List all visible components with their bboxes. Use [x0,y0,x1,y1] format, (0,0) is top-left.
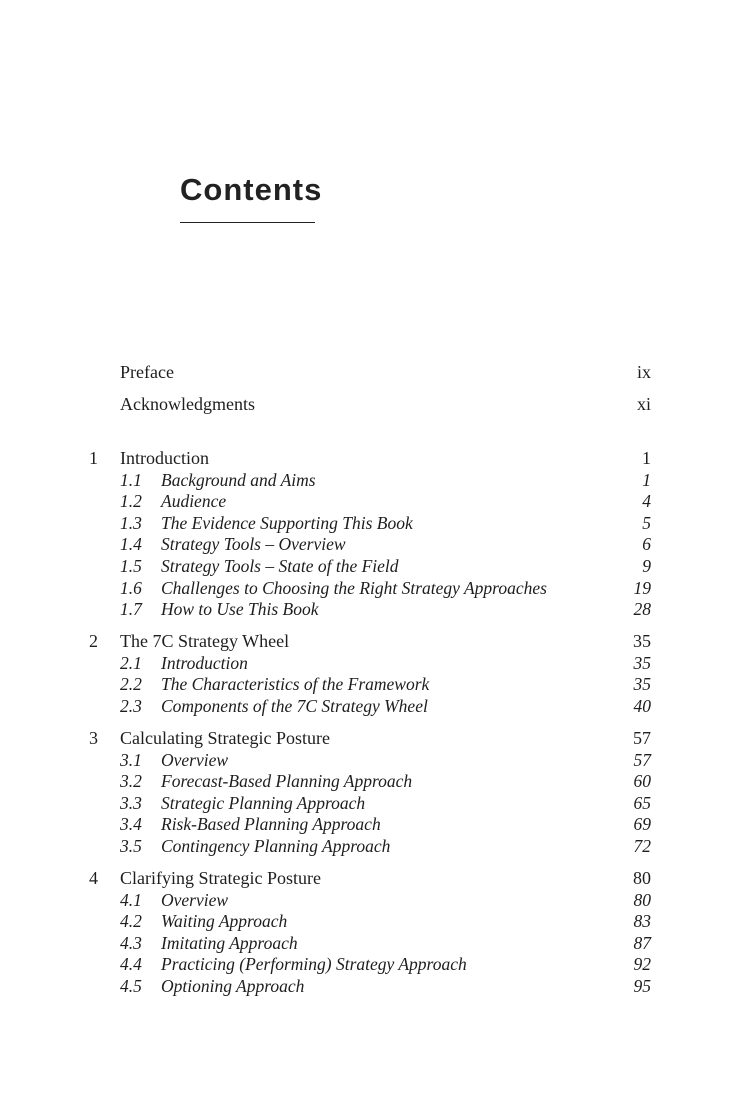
section-number: 1.5 [120,555,142,576]
page-number: 19 [633,577,651,598]
page-number: 9 [642,555,651,576]
section-title: Imitating Approach [161,932,298,953]
toc-section-row[interactable] [0,953,738,975]
chapter-title: Introduction [120,448,209,468]
chapter-number: 2 [89,631,98,652]
page-number: 72 [633,835,651,856]
toc-chapter-row[interactable] [0,447,738,469]
chapter-title: Calculating Strategic Posture [120,728,330,748]
section-number: 2.3 [120,695,142,716]
front-matter-label: Acknowledgments [120,394,255,414]
toc-section-row[interactable] [0,598,738,620]
toc-front-matter-row[interactable] [0,393,738,415]
chapter-title: The 7C Strategy Wheel [120,631,290,652]
toc-chapter-row[interactable] [0,630,738,652]
section-title: Contingency Planning Approach [161,835,391,856]
front-matter-label: Preface [120,362,174,382]
section-number: 1.1 [120,469,142,490]
toc-chapter-row[interactable] [0,727,738,749]
chapter-title: Clarifying Strategic Posture [120,868,321,888]
section-number: 2.1 [120,652,142,673]
section-number: 4.2 [120,911,142,932]
section-title: Background and Aims [161,469,316,490]
section-title: Audience [161,491,227,512]
toc-section-row[interactable] [0,835,738,857]
page-number: 95 [633,975,651,996]
chapter-number: 1 [89,448,98,468]
section-number: 1.2 [120,491,142,512]
section-title: Waiting Approach [161,911,288,932]
toc-section-row[interactable] [0,889,738,911]
toc-section-row[interactable] [0,555,738,577]
section-number: 3.5 [120,835,142,856]
toc-section-row[interactable] [0,695,738,717]
section-title: Strategic Planning Approach [161,792,366,813]
section-number: 1.7 [120,599,142,620]
chapter-number: 4 [89,868,98,888]
toc-section-row[interactable] [0,512,738,534]
page-number: 65 [633,792,651,813]
toc-section-row[interactable] [0,792,738,814]
section-number: 1.6 [120,577,142,598]
section-number: 3.2 [120,771,142,792]
toc-section-row[interactable] [0,533,738,555]
section-number: 2.2 [120,674,142,695]
page-number: 87 [633,932,651,953]
section-title: Practicing (Performing) Strategy Approach [161,954,467,975]
section-number: 4.4 [120,954,142,975]
page-number: 1 [642,469,651,490]
section-title: Challenges to Choosing the Right Strategy Approaches [161,577,547,598]
page-number: xi [636,394,651,414]
section-title: Overview [161,749,229,770]
section-number: 4.3 [120,932,142,953]
toc-section-row[interactable] [0,910,738,932]
page-number: 6 [642,534,651,555]
toc-section-row[interactable] [0,975,738,997]
toc-section-row[interactable] [0,813,738,835]
chapter-number: 3 [89,728,98,748]
page-number: 1 [642,448,651,468]
toc-section-row[interactable] [0,577,738,599]
page-number: 57 [633,728,651,748]
toc-chapter-row[interactable] [0,867,738,889]
toc-section-row[interactable] [0,673,738,695]
page-title: Contents [180,172,323,207]
section-number: 4.5 [120,975,142,996]
section-title: The Characteristics of the Framework [161,674,430,695]
page-number: ix [636,362,651,382]
section-title: Overview [161,889,229,910]
section-number: 1.4 [120,534,142,555]
page-number: 80 [633,889,651,910]
section-title: Forecast-Based Planning Approach [161,771,413,792]
toc-section-row[interactable] [0,652,738,674]
page-number: 83 [633,911,651,932]
page-number: 5 [642,512,651,533]
section-title: How to Use This Book [161,599,319,620]
page-number: 4 [642,491,651,512]
page-number: 80 [633,868,651,888]
toc-section-row[interactable] [0,469,738,491]
page-number: 60 [633,771,651,792]
toc-front-matter-row[interactable] [0,361,738,383]
page-number: 35 [633,652,651,673]
section-title: Optioning Approach [161,975,305,996]
section-number: 4.1 [120,889,142,910]
title-underline [180,222,315,223]
section-title: Strategy Tools – Overview [161,534,346,555]
page-number: 35 [633,674,651,695]
page-number: 57 [633,749,651,770]
section-number: 3.1 [120,749,142,770]
section-title: The Evidence Supporting This Book [161,512,413,533]
page-number: 28 [633,599,651,620]
toc-section-row[interactable] [0,490,738,512]
page-number: 92 [633,954,651,975]
page-number: 40 [633,695,651,716]
section-title: Strategy Tools – State of the Field [161,555,399,576]
toc-section-row[interactable] [0,749,738,771]
section-number: 1.3 [120,512,142,533]
toc-section-row[interactable] [0,932,738,954]
page-number: 69 [633,814,651,835]
section-number: 3.3 [120,792,142,813]
section-title: Risk-Based Planning Approach [161,814,381,835]
section-title: Introduction [161,652,248,673]
toc-section-row[interactable] [0,770,738,792]
page-number: 35 [633,631,651,652]
section-title: Components of the 7C Strategy Wheel [161,695,428,716]
section-number: 3.4 [120,814,142,835]
